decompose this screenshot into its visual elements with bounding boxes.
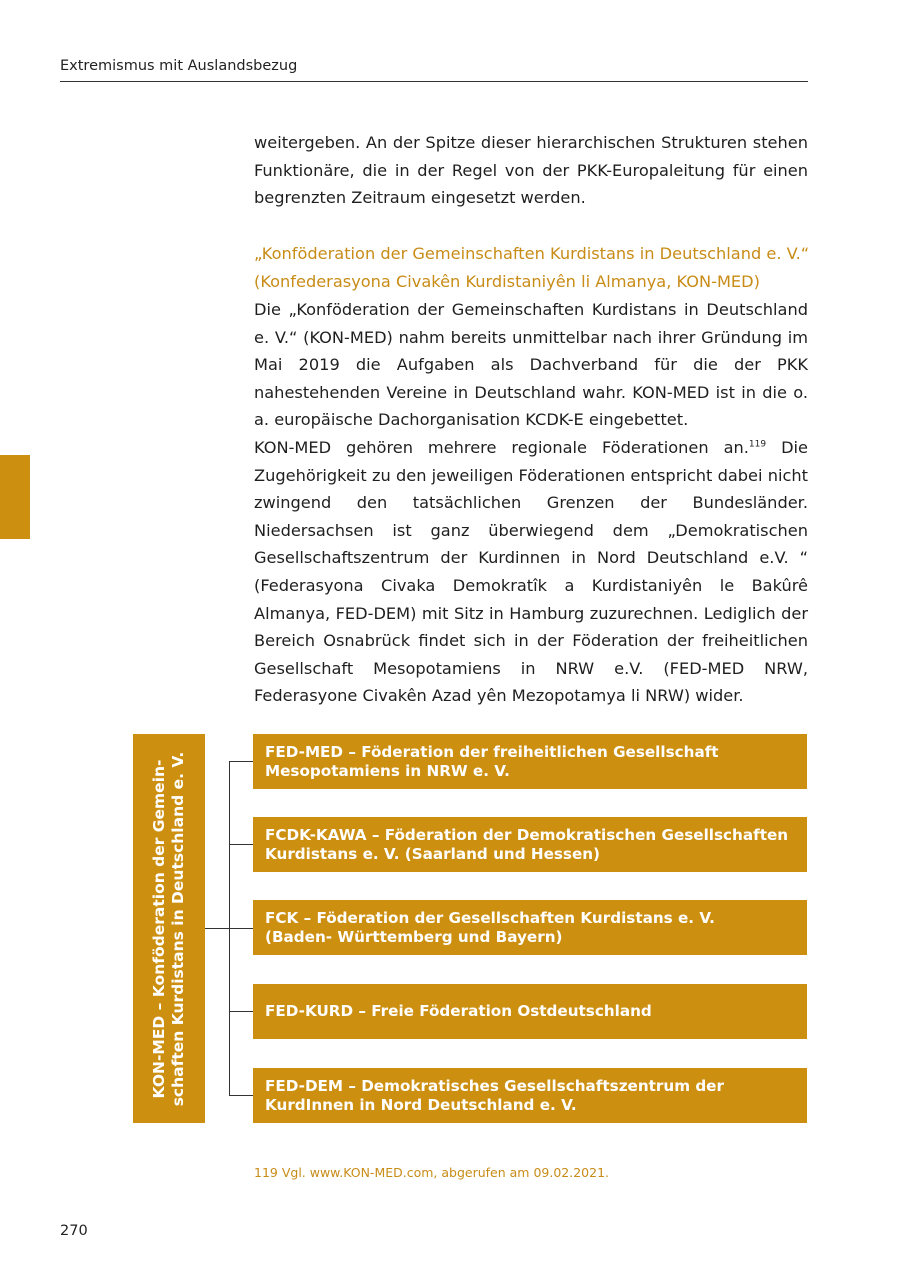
diagram-child-box-fed-med: [253, 734, 807, 789]
footnote: 119 Vgl. www.KON-MED.com, abgerufen am 09.02.2021.: [254, 1165, 609, 1180]
page-number: 270: [60, 1223, 88, 1239]
parent-label-line-1: KON-MED – Konföderation der Gemein-: [150, 759, 168, 1098]
paragraph-2-text: Die „Konföderation der Gemeinschaften Kurdistans in Deutschland e. V.“ (KON-MED) nahm bereits unmittelbar nach ihrer Gründung im Mai 2019 die Aufgaben als Dachverband für die der PKK nahestehenden Vereine in Deutschland wahr. KON-MED ist in die o. a. europäische Dachorganisation KCDK-E eingebettet.: [254, 300, 808, 430]
diagram-parent-box: [133, 734, 205, 1123]
section-subheading: [254, 240, 814, 295]
subheading-line-2: (Konfederasyona Civakên Kurdistaniyên li Almanya, KON-MED): [254, 271, 760, 291]
child-label-line-1: FED-DEM – Demokratisches Gesellschaftszentrum der: [265, 1076, 724, 1095]
paragraph-3-start: KON-MED gehören mehrere regionale Föderationen an.: [254, 438, 749, 457]
connector-branch-3: [229, 928, 253, 929]
paragraph-3-text: [254, 434, 808, 710]
running-header: Extremismus mit Auslandsbezug: [60, 58, 298, 74]
chapter-side-tab: [0, 455, 30, 539]
paragraph-1-text: weitergeben. An der Spitze dieser hierarchischen Strukturen stehen Funktionäre, die in der Regel von der PKK-Europaleitung für einen begrenzten Zeitraum eingesetzt werden.: [254, 133, 808, 208]
connector-trunk: [205, 928, 230, 929]
header-rule: [60, 81, 808, 82]
parent-label-line-2: schaften Kurdistans in Deutschland e. V.: [169, 751, 187, 1106]
diagram-parent-label: [150, 739, 188, 1119]
diagram-child-box-fed-dem: [253, 1068, 807, 1123]
paragraph-3-rest: Die Zugehörigkeit zu den jeweiligen Föderationen entspricht dabei nicht zwingend den tatsächlichen Grenzen der Bundesländer. Niedersachsen ist ganz überwiegend dem „Demokratischen Gesellschaftszentrum der Kurdinnen in Nord Deutschland e.V. “ (Federasyona Civaka Demokratîk a Kurdistaniyên le Bakûrê Almanya, FED-DEM) mit Sitz in Hamburg zuzurechnen. Lediglich der Bereich Osnabrück findet sich in der Föderation der freiheitlichen Gesellschaft Mesopotamiens in NRW e.V. (FED-MED NRW, Federasyone Civakên Azad yên Mezopotamya li NRW) wider.: [254, 438, 808, 706]
diagram-child-box-fck: [253, 900, 807, 955]
child-label-line-1: FCK – Föderation der Gesellschaften Kurdistans e. V.: [265, 908, 715, 927]
paragraph-1: [254, 129, 808, 212]
child-label-line-2: Kurdistans e. V. (Saarland und Hessen): [265, 844, 600, 863]
subheading-line-1: „Konföderation der Gemeinschaften Kurdistans in Deutschland e. V.“: [254, 244, 810, 263]
paragraph-3: [254, 434, 808, 710]
diagram-child-box-fcdk-kawa: [253, 817, 807, 872]
child-label-line-1: FED-MED – Föderation der freiheitlichen Gesellschaft: [265, 742, 719, 761]
diagram-child-box-fed-kurd: [253, 984, 807, 1039]
child-label-line-1: FCDK-KAWA – Föderation der Demokratischen Gesellschaften: [265, 825, 789, 844]
paragraph-2: [254, 296, 808, 434]
child-label-line-2: (Baden- Württemberg und Bayern): [265, 927, 563, 946]
child-label-line-1: FED-KURD – Freie Föderation Ostdeutschland: [265, 1002, 652, 1020]
footnote-reference[interactable]: 119: [748, 439, 767, 450]
child-label-line-2: KurdInnen in Nord Deutschland e. V.: [265, 1095, 577, 1114]
child-label-line-2: Mesopotamiens in NRW e. V.: [265, 761, 510, 780]
connector-branch-1: [229, 761, 253, 762]
connector-branch-5: [229, 1095, 253, 1096]
connector-branch-4: [229, 1011, 253, 1012]
connector-branch-2: [229, 844, 253, 845]
